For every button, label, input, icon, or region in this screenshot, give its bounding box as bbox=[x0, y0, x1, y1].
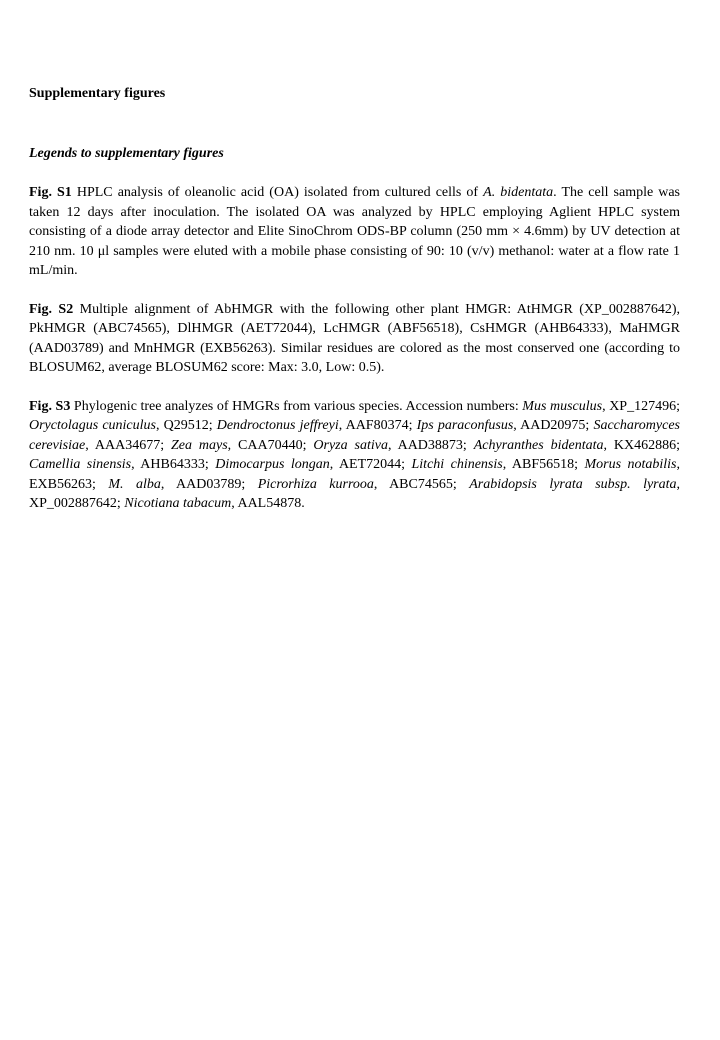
species-name: Oryza sativa bbox=[313, 437, 388, 453]
species-name: Morus notabilis bbox=[584, 457, 677, 472]
legend-text bbox=[29, 185, 680, 278]
species-name: Achyranthes bidentata bbox=[473, 437, 604, 453]
legend-text-run: , ABC74565; bbox=[373, 476, 470, 492]
species-name: Ips paraconfusus bbox=[416, 418, 514, 433]
legend-text-run: , XP_127496; bbox=[602, 398, 680, 414]
legend-text-run: , AAD03789; bbox=[160, 476, 258, 492]
legend-text-run: , XP_002887642; bbox=[29, 476, 681, 511]
species-name: Litchi chinensis bbox=[411, 457, 503, 472]
legend-text-run: , AAL54878. bbox=[231, 496, 305, 511]
species-name: Zea mays bbox=[170, 437, 228, 453]
legend-text-run: , CAA70440; bbox=[227, 437, 314, 453]
legend-text-run: Phylogenic tree analyzes of HMGRs from various species. Accession numbers: bbox=[70, 398, 523, 414]
legend-text-run: Multiple alignment of AbHMGR with the following other plant HMGR: AtHMGR (XP_002887642), PkHMGR (ABC74565), DlHMGR (AET72044), LcHMGR (ABF56518), CsHMGR (AHB64333), MaHMGR (AAD03789) and MnHMGR (EXB56263). Similar residues are colored as the most conserved one (according to BLOSUM62, average BLOSUM62 score: Max: 3.0, Low: 0.5). bbox=[29, 301, 681, 375]
legend-text-run: HPLC analysis of oleanolic acid (OA) isolated from cultured cells of bbox=[71, 185, 484, 200]
species-name: Dendroctonus jeffreyi bbox=[216, 418, 339, 433]
legend-text-run: , Q29512; bbox=[155, 418, 217, 433]
section-heading: Legends to supplementary figures bbox=[29, 146, 224, 161]
figure-label: Fig. S3 bbox=[29, 398, 71, 414]
species-name: Camellia sinensis bbox=[29, 457, 132, 472]
species-name: Nicotiana tabacum bbox=[124, 496, 232, 511]
figure-label: Fig. S1 bbox=[29, 185, 72, 200]
species-name: Mus musculus bbox=[522, 398, 603, 414]
species-name: Saccharomyces cerevisiae bbox=[29, 418, 680, 453]
legend-text-run: , AET72044; bbox=[329, 457, 412, 472]
species-name: A. bidentata bbox=[483, 185, 554, 200]
legend-text-run: , AAD20975; bbox=[513, 418, 594, 433]
figure-legend-s1 bbox=[29, 183, 680, 281]
legend-text-run: . The cell sample was taken 12 days after inoculation. The isolated OA was analyzed by HPLC employing Aglient HPLC system consisting of a diode array detector and Elite SinoChrom ODS-BP column (250 mm × 4.6mm) by UV detection at 210 nm. 10 μl samples were eluted with a mobile phase consisting of 90: 10 (v/v) methanol: water at a flow rate 1 mL/min. bbox=[29, 185, 681, 278]
figure-label: Fig. S2 bbox=[29, 301, 74, 317]
species-name: Picrorhiza kurrooa bbox=[257, 476, 374, 492]
legend-text-run: , ABF56518; bbox=[502, 457, 585, 472]
figure-legend-s2 bbox=[29, 300, 680, 378]
legend-text-run: , EXB56263; bbox=[29, 457, 680, 492]
legend-text-run: , AAF80374; bbox=[338, 418, 417, 433]
legend-text bbox=[29, 302, 680, 376]
legend-text bbox=[29, 399, 680, 512]
legend-text-run: , AAA34677; bbox=[85, 437, 171, 453]
legend-text-run: , AAD38873; bbox=[387, 437, 474, 453]
document-page bbox=[29, 84, 680, 514]
species-name: Dimocarpus longan bbox=[215, 457, 330, 472]
legend-text-run: , KX462886; bbox=[603, 437, 680, 453]
species-name: Arabidopsis lyrata subsp. lyrata bbox=[469, 476, 677, 492]
legend-text-run: , AHB64333; bbox=[131, 457, 216, 472]
figure-legend-s3 bbox=[29, 397, 680, 514]
page-title: Supplementary figures bbox=[29, 86, 166, 101]
species-name: M. alba bbox=[108, 476, 161, 492]
species-name: Oryctolagus cuniculus bbox=[29, 418, 156, 433]
